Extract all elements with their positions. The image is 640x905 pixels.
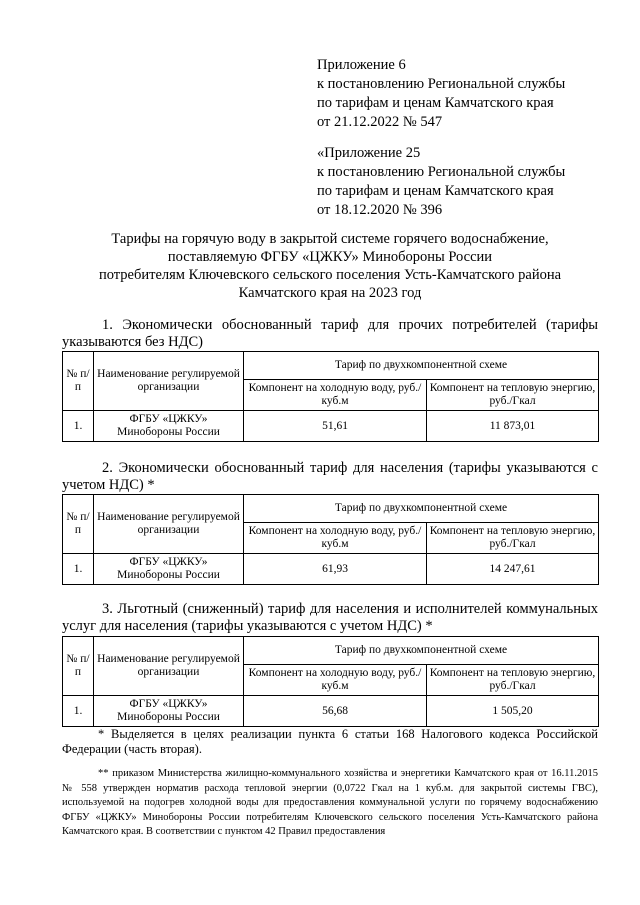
appendix-previous (317, 144, 565, 220)
title-line: поставляемую ФГБУ «ЦЖКУ» Минобороны России (167, 249, 493, 265)
header-num: № п/п (63, 495, 94, 554)
tariff-table-1 (62, 351, 599, 442)
header-cold: Компонент на холодную воду, руб./куб.м (244, 665, 427, 696)
appendix-line: по тарифам и ценам Камчатского края (317, 95, 554, 111)
header-scheme: Тариф по двухкомпонентной схеме (244, 495, 599, 523)
appendix-line: к постановлению Региональной службы (317, 164, 566, 180)
appendix-line: по тарифам и ценам Камчатского края (317, 183, 554, 199)
cell-org: ФГБУ «ЦЖКУ» Минобороны России (94, 411, 244, 442)
cell-heat-value: 1 505,20 (427, 696, 599, 727)
header-org: Наименование регулируемой организации (94, 637, 244, 696)
appendix-line: к постановлению Региональной службы (317, 76, 566, 92)
footnote-vat: * Выделяется в целях реализации пункта 6 статьи 168 Налогового кодекса Российской Федерации (часть вторая). (62, 727, 598, 756)
title-line: Тарифы на горячую воду в закрытой системе горячего водоснабжение, (111, 231, 549, 247)
header-heat: Компонент на тепловую энергию, руб./Гкал (427, 523, 599, 554)
cell-cold-value: 51,61 (244, 411, 427, 442)
header-num: № п/п (63, 352, 94, 411)
appendix-current (317, 56, 565, 132)
cell-num: 1. (63, 696, 94, 727)
appendix-line: от 18.12.2020 № 396 (317, 202, 443, 218)
appendix-line: Приложение 6 (317, 57, 406, 73)
section-3-heading: 3. Льготный (сниженный) тариф для населения и исполнителей коммунальных услуг для населения (тарифы указываются с учетом НДС) * (62, 601, 598, 634)
cell-heat-value: 14 247,61 (427, 554, 599, 585)
header-cold: Компонент на холодную воду, руб./куб.м (244, 380, 427, 411)
cell-cold-value: 56,68 (244, 696, 427, 727)
cell-cold-value: 61,93 (244, 554, 427, 585)
cell-org: ФГБУ «ЦЖКУ» Минобороны России (94, 554, 244, 585)
cell-num: 1. (63, 554, 94, 585)
section-1-heading: 1. Экономически обоснованный тариф для прочих потребителей (тарифы указываются без НДС) (62, 317, 598, 350)
header-cold: Компонент на холодную воду, руб./куб.м (244, 523, 427, 554)
cell-num: 1. (63, 411, 94, 442)
title-line: Камчатского края на 2023 год (238, 285, 422, 301)
title-line: потребителям Ключевского сельского поселения Усть-Камчатского района (98, 267, 562, 283)
section-2-heading: 2. Экономически обоснованный тариф для населения (тарифы указываются с учетом НДС) * (62, 460, 598, 493)
appendix-line: «Приложение 25 (317, 145, 421, 161)
tariff-table-3 (62, 636, 599, 727)
header-org: Наименование регулируемой организации (94, 352, 244, 411)
header-scheme: Тариф по двухкомпонентной схеме (244, 637, 599, 665)
footnote-norm: ** приказом Министерства жилищно-коммунального хозяйства и энергетики Камчатского края от 16.11.2015 № 558 утвержден норматив расхода тепловой энергии (0,0722 Гкал на 1 куб.м. для закрытой системы ГВС), используемой на подогрев холодной воды для предоставления коммунальной услуги по горячему водоснабжению ФГБУ «ЦЖКУ» Минобороны России потребителям Ключевского сельского поселения Усть-Камчатского района Камчатского края. В соответствии с пунктом 42 Правил предоставления (62, 768, 598, 838)
document-title (62, 230, 598, 302)
header-num: № п/п (63, 637, 94, 696)
header-heat: Компонент на тепловую энергию, руб./Гкал (427, 665, 599, 696)
header-scheme: Тариф по двухкомпонентной схеме (244, 352, 599, 380)
tariff-table-2 (62, 494, 599, 585)
header-org: Наименование регулируемой организации (94, 495, 244, 554)
header-heat: Компонент на тепловую энергию, руб./Гкал (427, 380, 599, 411)
cell-org: ФГБУ «ЦЖКУ» Минобороны России (94, 696, 244, 727)
appendix-line: от 21.12.2022 № 547 (317, 114, 443, 130)
cell-heat-value: 11 873,01 (427, 411, 599, 442)
